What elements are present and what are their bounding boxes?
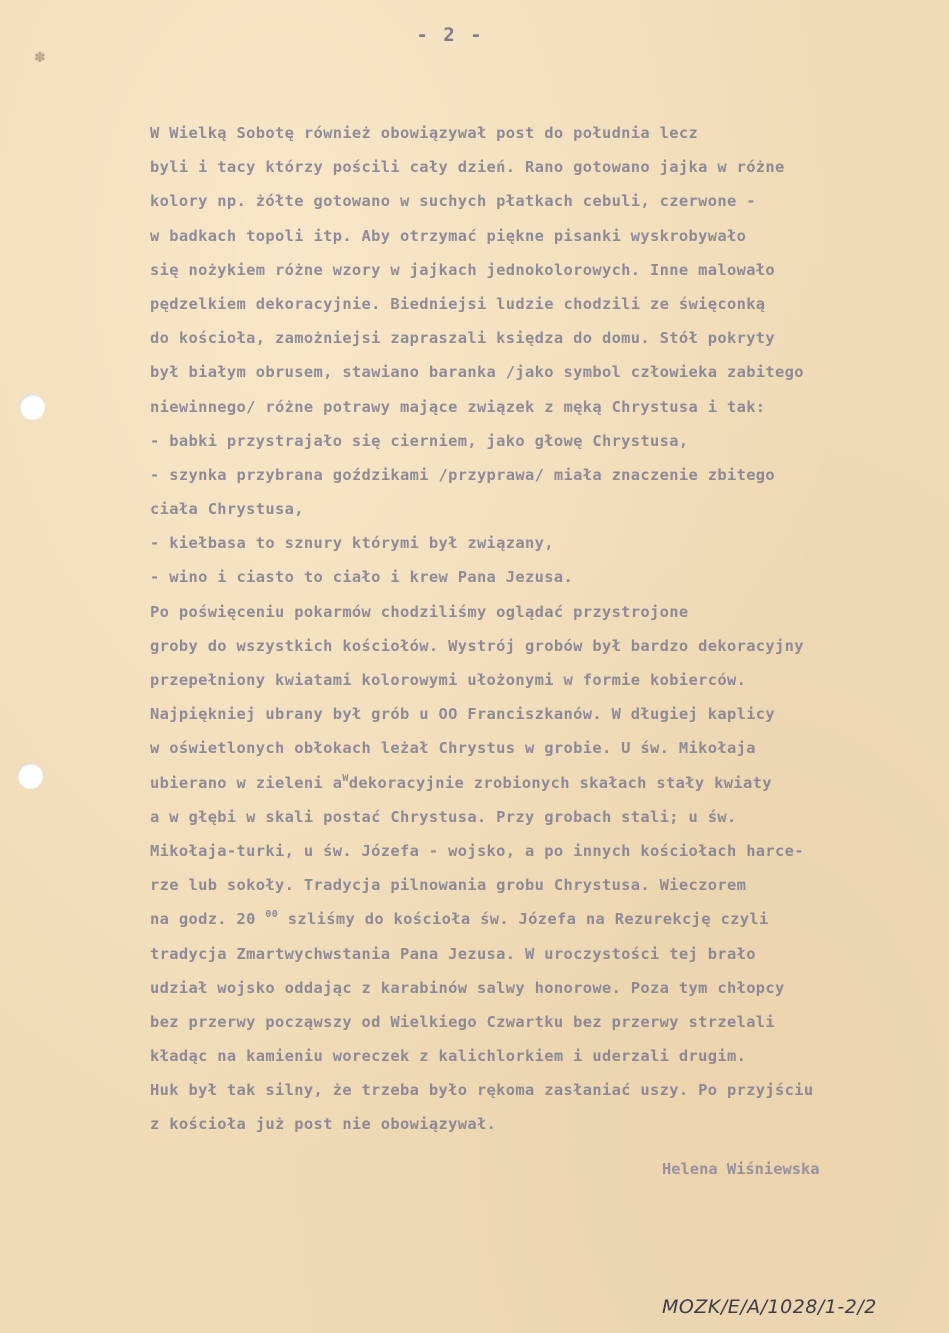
punch-hole-bottom — [17, 763, 43, 789]
text-line: bez przerwy począwszy od Wielkiego Czwartku bez przerwy strzelali — [150, 1012, 776, 1031]
text-line: ciała Chrystusa, — [150, 500, 304, 519]
text-line: byli i tacy którzy pościli cały dzień. Rano gotowano jajka w różne — [150, 158, 785, 177]
text-fragment: szliśmy do kościoła św. Józefa na Rezurekcję czyli — [278, 910, 769, 929]
text-line: - kiełbasa to sznury którymi był związany, — [150, 534, 554, 553]
text-line: - wino i ciasto to ciało i krew Pana Jezusa. — [150, 568, 574, 587]
text-line: rze lub sokoły. Tradycja pilnowania grobu Chrystusa. Wieczorem — [150, 876, 747, 895]
text-line: w badkach topoli itp. Aby otrzymać piękne pisanki wyskrobywało — [150, 226, 747, 245]
text-line: tradycja Zmartwychwstania Pana Jezusa. W uroczystości tej brało — [150, 944, 756, 963]
text-line: Mikołaja-turki, u św. Józefa - wojsko, a po innych kościołach harce- — [150, 841, 804, 860]
page-number: - 2 - — [416, 24, 484, 46]
text-line: niewinnego/ różne potrawy mające związek z męką Chrystusa i tak: — [150, 397, 766, 416]
text-line: kolory np. żółte gotowano w suchych płatkach cebuli, czerwone - — [150, 192, 756, 211]
text-line: był białym obrusem, stawiano baranka /jako symbol człowieka zabitego — [150, 363, 804, 382]
text-fragment: na godz. 20 — [150, 910, 266, 929]
text-line: W Wielką Sobotę również obowiązywał post do południa lecz — [150, 124, 699, 142]
text-line-with-superscript — [150, 766, 945, 800]
text-line: - szynka przybrana goździkami /przyprawa/ miała znaczenie zbitego — [150, 465, 776, 484]
text-line: - babki przystrajało się cierniem, jako głowę Chrystusa, — [150, 431, 689, 450]
text-line: udział wojsko oddając z karabinów salwy honorowe. Poza tym chłopcy — [150, 978, 785, 997]
text-line: przepełniony kwiatami kolorowymi ułożonymi w formie kobierców. — [150, 671, 747, 689]
typed-body-text — [150, 116, 945, 1142]
superscript: W — [342, 772, 349, 784]
punch-hole-top — [19, 394, 45, 420]
text-line: groby do wszystkich kościołów. Wystrój grobów był bardzo dekoracyjny — [150, 636, 804, 655]
ink-smudge-icon: ✽ — [34, 50, 46, 66]
text-line-with-superscript — [150, 902, 945, 936]
text-line: w oświetlonych obłokach leżał Chrystus w grobie. U św. Mikołaja — [150, 739, 756, 758]
text-line: pędzelkiem dekoracyjnie. Biedniejsi ludzie chodzili ze święconką — [150, 294, 766, 313]
text-line: Po poświęceniu pokarmów chodziliśmy oglądać przystrojone — [150, 602, 689, 621]
text-line: Huk był tak silny, że trzeba było rękoma zasłaniać uszy. Po przyjściu — [150, 1081, 814, 1100]
text-line: do kościoła, zamożniejsi zapraszali księdza do domu. Stół pokryty — [150, 329, 776, 348]
text-line: się nożykiem różne wzory w jajkach jednokolorowych. Inne malowało — [150, 260, 776, 279]
superscript: 00 — [265, 909, 279, 921]
text-line: kładąc na kamieniu woreczek z kalichlorkiem i uderzali drugim. — [150, 1047, 747, 1066]
text-fragment: dekoracyjnie zrobionych skałach stały kwiaty — [348, 773, 772, 792]
text-line: a w głębi w skali postać Chrystusa. Przy grobach stali; u św. — [150, 807, 737, 826]
archive-reference: MOZK/E/A/1028/1-2/2 — [662, 1296, 877, 1318]
author-signature: Helena Wiśniewska — [662, 1160, 820, 1178]
text-fragment: ubierano w zieleni a — [150, 773, 343, 792]
text-line: Najpiękniej ubrany był grób u OO Franciszkanów. W długiej kaplicy — [150, 705, 776, 724]
text-line: z kościoła już post nie obowiązywał. — [150, 1115, 497, 1134]
